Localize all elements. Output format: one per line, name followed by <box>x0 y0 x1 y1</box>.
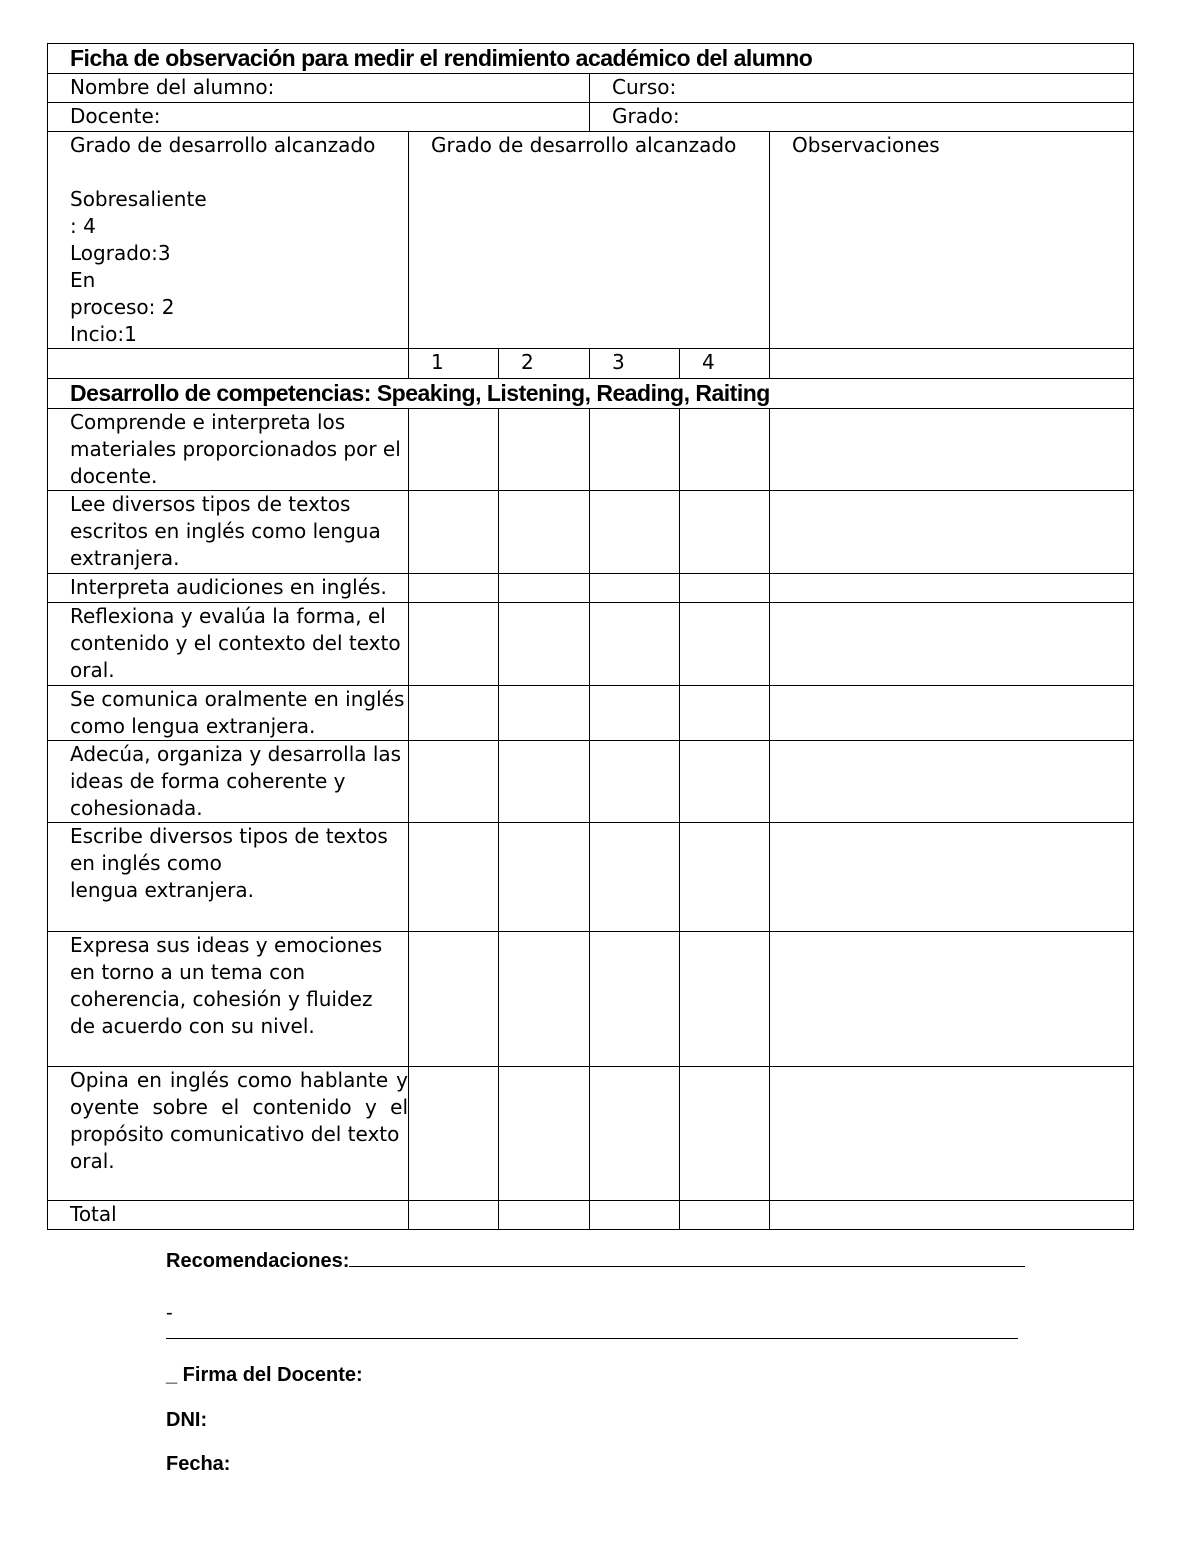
scale-blank-cell <box>48 349 409 379</box>
score-cell-4[interactable] <box>680 932 770 1067</box>
score-cell-3[interactable] <box>590 574 680 603</box>
course-field[interactable]: Curso: <box>590 74 1134 103</box>
scale-legend: Sobresaliente : 4 Logrado:3 En proceso: 2 Incio:1 <box>70 187 207 346</box>
observation-cell[interactable] <box>770 686 1134 741</box>
score-cell-4[interactable] <box>680 741 770 823</box>
score-cell-1[interactable] <box>409 574 499 603</box>
grade-field[interactable]: Grado: <box>590 103 1134 132</box>
criterion-label: Escribe diversos tipos de textos en inglés como lengua extranjera. <box>48 823 409 932</box>
competencies-header: Desarrollo de competencias: Speaking, Listening, Reading, Raiting <box>48 379 1134 409</box>
score-cell-3[interactable] <box>590 1067 680 1201</box>
score-cell-3[interactable] <box>590 491 680 574</box>
teacher-field[interactable]: Docente: <box>48 103 590 132</box>
score-cell-1[interactable] <box>409 603 499 686</box>
score-cell-4[interactable] <box>680 686 770 741</box>
form-title: Ficha de observación para medir el rendimiento académico del alumno <box>48 44 1134 74</box>
score-cell-2[interactable] <box>499 1067 590 1201</box>
score-cell-2[interactable] <box>499 686 590 741</box>
score-cell-1[interactable] <box>409 823 499 932</box>
score-cell-3[interactable] <box>590 603 680 686</box>
observations-header: Observaciones <box>770 132 1134 349</box>
score-cell-2[interactable] <box>499 574 590 603</box>
recommendations-blank[interactable] <box>349 1248 1025 1267</box>
score-cell-3[interactable] <box>590 932 680 1067</box>
score-cell-2[interactable] <box>499 603 590 686</box>
scale-number: 4 <box>680 349 770 379</box>
score-cell-4[interactable] <box>680 574 770 603</box>
criterion-label: Se comunica oralmente en inglés como lengua extranjera. <box>48 686 409 741</box>
observation-cell[interactable] <box>770 574 1134 603</box>
criterion-label: Lee diversos tipos de textos escritos en inglés como lengua extranjera. <box>48 491 409 574</box>
observation-cell[interactable] <box>770 409 1134 491</box>
dash-mark: - <box>166 1302 173 1324</box>
score-cell-4[interactable] <box>680 603 770 686</box>
dni-label: DNI: <box>166 1409 208 1431</box>
score-cell-4[interactable] <box>680 409 770 491</box>
observation-table <box>47 43 1134 1230</box>
score-cell-3[interactable] <box>590 686 680 741</box>
score-cell-1[interactable] <box>409 741 499 823</box>
observation-cell[interactable] <box>770 932 1134 1067</box>
criterion-label: Reflexiona y evalúa la forma, el contenido y el contexto del texto oral. <box>48 603 409 686</box>
score-cell-2[interactable] <box>499 409 590 491</box>
criterion-label: Interpreta audiciones en inglés. <box>48 574 409 603</box>
score-cell-1[interactable] <box>409 686 499 741</box>
score-cell-1[interactable] <box>409 1067 499 1201</box>
observation-cell[interactable] <box>770 823 1134 932</box>
recommendations-label: Recomendaciones: <box>166 1250 350 1272</box>
total-cell-1[interactable] <box>409 1201 499 1230</box>
score-cell-2[interactable] <box>499 823 590 932</box>
scale-number: 1 <box>409 349 499 379</box>
scale-header-mid: Grado de desarrollo alcanzado <box>409 132 770 349</box>
observation-cell[interactable] <box>770 603 1134 686</box>
criterion-label: Expresa sus ideas y emociones en torno a un tema con coherencia, cohesión y fluidez de acuerdo con su nivel. <box>48 932 409 1067</box>
student-name-field[interactable]: Nombre del alumno: <box>48 74 590 103</box>
score-cell-4[interactable] <box>680 1067 770 1201</box>
recommendations-blank-line[interactable] <box>166 1338 1018 1339</box>
scale-header-left: Grado de desarrollo alcanzado <box>70 133 376 157</box>
criterion-label: Adecúa, organiza y desarrolla las ideas de forma coherente y cohesionada. <box>48 741 409 823</box>
observation-cell[interactable] <box>770 741 1134 823</box>
date-label: Fecha: <box>166 1453 231 1475</box>
score-cell-2[interactable] <box>499 741 590 823</box>
score-cell-1[interactable] <box>409 491 499 574</box>
criterion-label: Opina en inglés como hablante y oyente sobre el contenido y el propósito comunicativo del texto oral. <box>48 1067 409 1201</box>
score-cell-3[interactable] <box>590 409 680 491</box>
score-cell-3[interactable] <box>590 823 680 932</box>
criterion-label: Comprende e interpreta los materiales proporcionados por el docente. <box>48 409 409 491</box>
signature-label: _ Firma del Docente: <box>166 1364 363 1386</box>
scale-legend-cell <box>48 132 409 349</box>
score-cell-2[interactable] <box>499 932 590 1067</box>
scale-number: 2 <box>499 349 590 379</box>
recommendations-line <box>166 1248 1025 1273</box>
score-cell-1[interactable] <box>409 932 499 1067</box>
total-cell-3[interactable] <box>590 1201 680 1230</box>
total-label: Total <box>48 1201 409 1230</box>
observation-blank-cell <box>770 349 1134 379</box>
total-cell-2[interactable] <box>499 1201 590 1230</box>
total-observation-cell[interactable] <box>770 1201 1134 1230</box>
scale-number: 3 <box>590 349 680 379</box>
score-cell-4[interactable] <box>680 823 770 932</box>
score-cell-4[interactable] <box>680 491 770 574</box>
score-cell-1[interactable] <box>409 409 499 491</box>
total-cell-4[interactable] <box>680 1201 770 1230</box>
observation-cell[interactable] <box>770 491 1134 574</box>
score-cell-2[interactable] <box>499 491 590 574</box>
observation-cell[interactable] <box>770 1067 1134 1201</box>
score-cell-3[interactable] <box>590 741 680 823</box>
